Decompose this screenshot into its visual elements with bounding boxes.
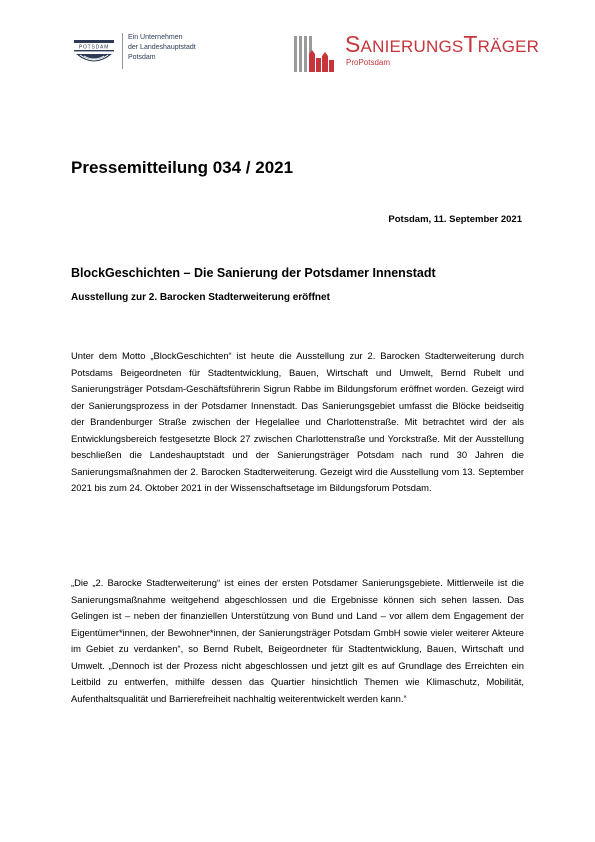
sanierungstraeger-mark-icon [294, 32, 334, 72]
potsdam-tagline-line: Potsdam [128, 54, 156, 61]
company-name-rest: RÄGER [477, 37, 540, 56]
page-title: Pressemitteilung 034 / 2021 [71, 158, 294, 177]
potsdam-tagline [128, 33, 196, 63]
subheadline: Ausstellung zur 2. Barocken Stadterweiterung eröffnet [71, 292, 330, 303]
logo-divider [122, 33, 123, 69]
potsdam-tagline-line: der Landeshauptstadt [128, 44, 196, 51]
potsdam-logo [70, 33, 118, 69]
body-paragraph: „Die „2. Barocke Stadterweiterung“ ist eines der ersten Potsdamer Sanierungsgebiete. Mittlerweile ist die Sanierungsmaßnahme weitgehend abgeschlossen und die Ergebnisse können sich sehen lassen. Das Gelingen ist – neben der finanziellen Unterstützung von Bund und Land – vor allem dem Engagement der Eigentümer*innen, der Bewohner*innen, der Sanierungsträger Potsdam GmbH sowie vieler weiterer Akteure im Gebiet zu verdanken“, so Bernd Rubelt, Beigeordneter für Stadtentwicklung, Bauen, Wirtschaft und Umwelt. „Dennoch ist der Prozess nicht abgeschlossen und jetzt gilt es auf Grundlage des Erreichten ein Leitbild zu entwerfen, mithilfe dessen das Quartier hinsichtlich Themen wie Klimaschutz, Mobilität, Aufenthaltsqualität und Barrierefreiheit nachhaltig weiterentwickelt werden kann.“ [71, 577, 524, 704]
company-name-initial: T [463, 31, 478, 57]
company-name-rest: ANIERUNGS [360, 37, 464, 56]
svg-text:POTSDAM: POTSDAM [78, 44, 110, 51]
company-subname: ProPotsdam [346, 58, 391, 67]
company-name-initial: S [345, 31, 361, 57]
headline: BlockGeschichten – Die Sanierung der Potsdamer Innenstadt [71, 266, 436, 280]
potsdam-tagline-line: Ein Unternehmen [128, 34, 183, 41]
body-paragraph: Unter dem Motto „BlockGeschichten“ ist heute die Ausstellung zur 2. Barocken Stadterweiterung durch Potsdams Beigeordneten für Stadtentwicklung, Bauen, Wirtschaft und Umwelt, Bernd Rubelt und Sanierungsträger Potsdam-Geschäftsführerin Sigrun Rabbe im Bildungsforum eröffnet worden. Gezeigt wird der Sanierungsprozess in der Potsdamer Innenstadt. Das Sanierungsgebiet umfasst die Blöcke beidseitig der Brandenburger Straße zwischen der Hegelallee und Charlottenstraße. Mit betrachtet wird der als Entwicklungsbereich festgesetzte Block 27 zwischen Charlottenstraße und Yorckstraße. Mit der Ausstellung beschließen die Landeshauptstadt und der Sanierungsträger Potsdam nach rund 30 Jahren die Sanierungsmaßnahmen der 2. Barocken Stadterweiterung. Gezeigt wird die Ausstellung vom 13. September 2021 bis zum 24. Oktober 2021 in der Wissenschaftsetage im Bildungsforum Potsdam. [71, 350, 524, 493]
company-name [345, 32, 539, 59]
date-line: Potsdam, 11. September 2021 [388, 214, 522, 225]
